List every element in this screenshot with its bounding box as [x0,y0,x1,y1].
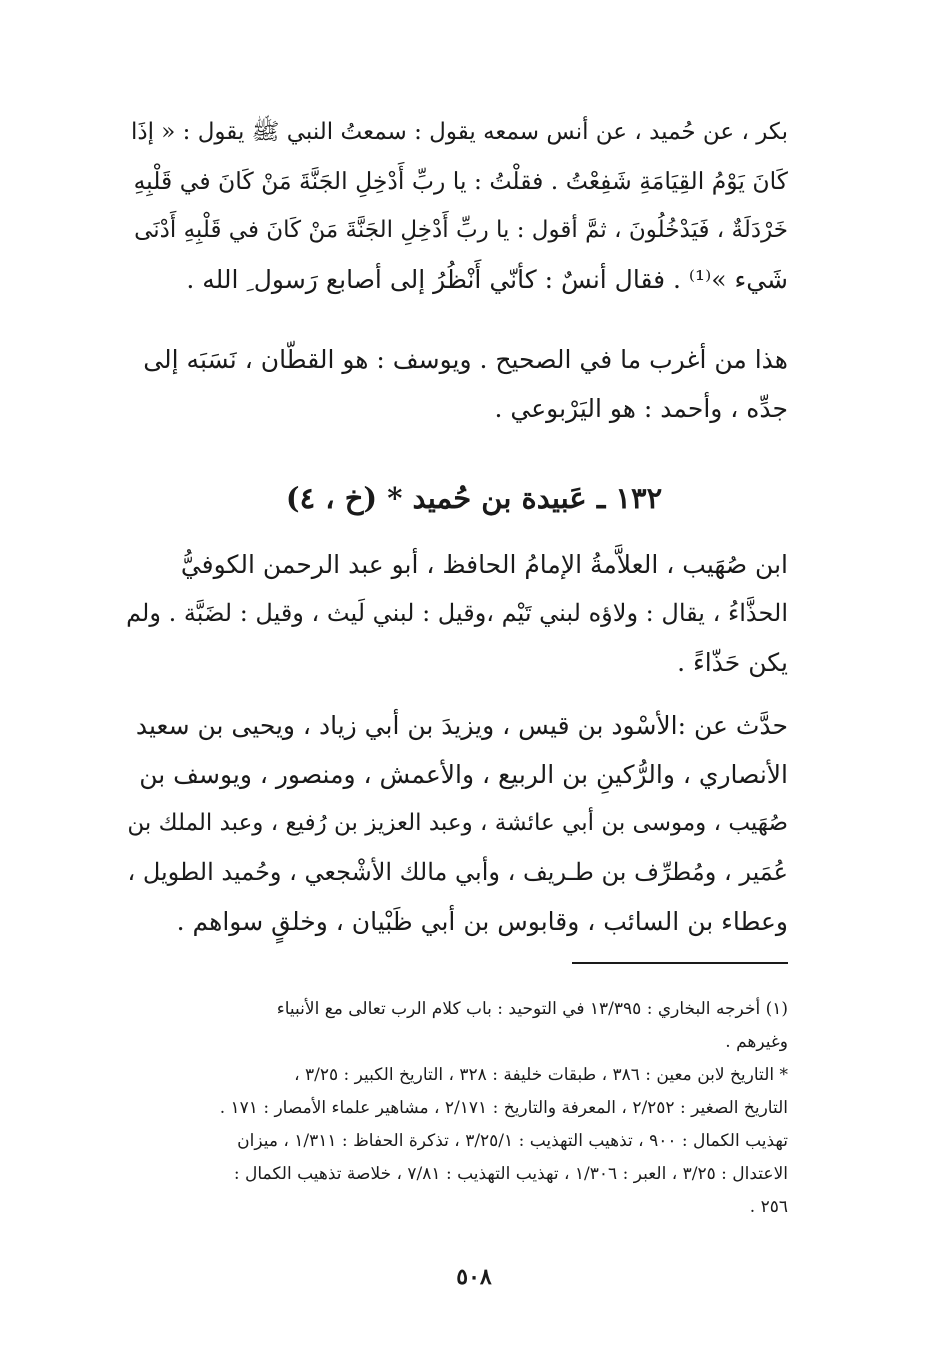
entry-heading: ١٣٢ ـ عَبيدة بن حُميد * (خ ، ٤) [285,481,663,515]
footnote-line: وغيرهم . [725,1032,788,1052]
text-line: شَيء »⁽¹⁾ . فقال أنسٌ : كأنّي أَنْظُرُ إلى أصابع رَسول ِ الله . [186,265,788,294]
text-line: هذا من أغرب ما في الصحيح . ويوسف : هو القطّان ، نَسَبَه إلى [143,345,788,374]
text-line: جدِّه ، وأحمد : هو اليَرْبوعي . [494,394,788,423]
footnote-line: (١) أخرجه البخاري : ١٣/٣٩٥ في التوحيد : باب كلام الرب تعالى مع الأنبياء [276,999,788,1019]
text-line: صُهَيب ، وموسى بن أبي عائشة ، وعبد العزيز بن رُفيع ، وعبد الملك بن [127,810,788,836]
text-line: حدَّث عن :الأسْود بن قيس ، ويزيدَ بن أبي زياد ، ويحيى بن سعيد [135,711,788,740]
teachers-paragraph [126,701,788,946]
text-line: خَرْدَلَةٌ ، فَيَدْخُلُونَ ، ثمَّ أقول : يا ربِّ أَدْخِلِ الجَنَّةَ مَنْ كَانَ في قَلْبِهِ أَدْنَى [134,217,788,243]
biography-paragraph [126,540,788,687]
text-line: ابن صُهَيب ، العلاَّمةُ الإمامُ الحافظ ، أبو عبد الرحمن الكوفيُّ [180,550,788,579]
text-line: عُمَير ، ومُطرِّف بن طـريف ، وأبي مالك الأشْجعي ، وحُميد الطويل ، [127,858,788,886]
footnote-line: التاريخ الصغير : ٢/٢٥٢ ، المعرفة والتاريخ : ٢/١٧١ ، مشاهير علماء الأمصار : ١٧١ . [219,1098,788,1118]
footnote-line: تهذيب الكمال : ٩٠٠ ، تذهيب التهذيب : ٣/٢٥/١ ، تذكرة الحفاظ : ١/٣١١ ، ميزان [237,1131,788,1151]
text-line: الحذَّاءُ ، يقال : ولاؤه لبني تَيْم ،وقيل : لبني لَيث ، وقيل : لضَبَّة . ولم [126,599,788,627]
text-line: بكر ، عن حُميد ، عن أنس سمعه يقول : سمعتُ النبي ﷺ يقول : « إذَا [130,119,788,145]
footnote-line: الاعتدال : ٣/٢٥ ، العبر : ١/٣٠٦ ، تهذيب التهذيب : ٧/٨١ ، خلاصة تذهيب الكمال : [233,1164,788,1184]
text-line: يكن حَذّاءً . [677,648,788,677]
hadith-paragraph [126,108,788,304]
footnote-line: * التاريخ لابن معين : ٣٨٦ ، طبقات خليفة : ٣٢٨ ، التاريخ الكبير : ٣/٢٥ ، [294,1065,788,1085]
text-line: كَانَ يَوْمُ القِيَامَةِ شَفِعْتُ . فقلْتُ : يا ربِّ أَدْخِلِ الجَنَّةَ مَنْ كَانَ في قَلْبِهِ [133,167,788,195]
footnotes [126,993,788,1224]
footnote-divider [572,962,788,964]
commentary-paragraph [126,335,788,433]
text-line: وعطاء بن السائب ، وقابوس بن أبي ظَبْيان ، وخلقٍ سواهم . [176,907,788,936]
page-number: ٥٠٨ [456,1264,492,1290]
footnote-line: ٢٥٦ . [749,1197,788,1217]
text-line: الأنصاري ، والرُّكينِ بن الربيع ، والأعمش ، ومنصور ، ويوسف بن [139,760,788,789]
